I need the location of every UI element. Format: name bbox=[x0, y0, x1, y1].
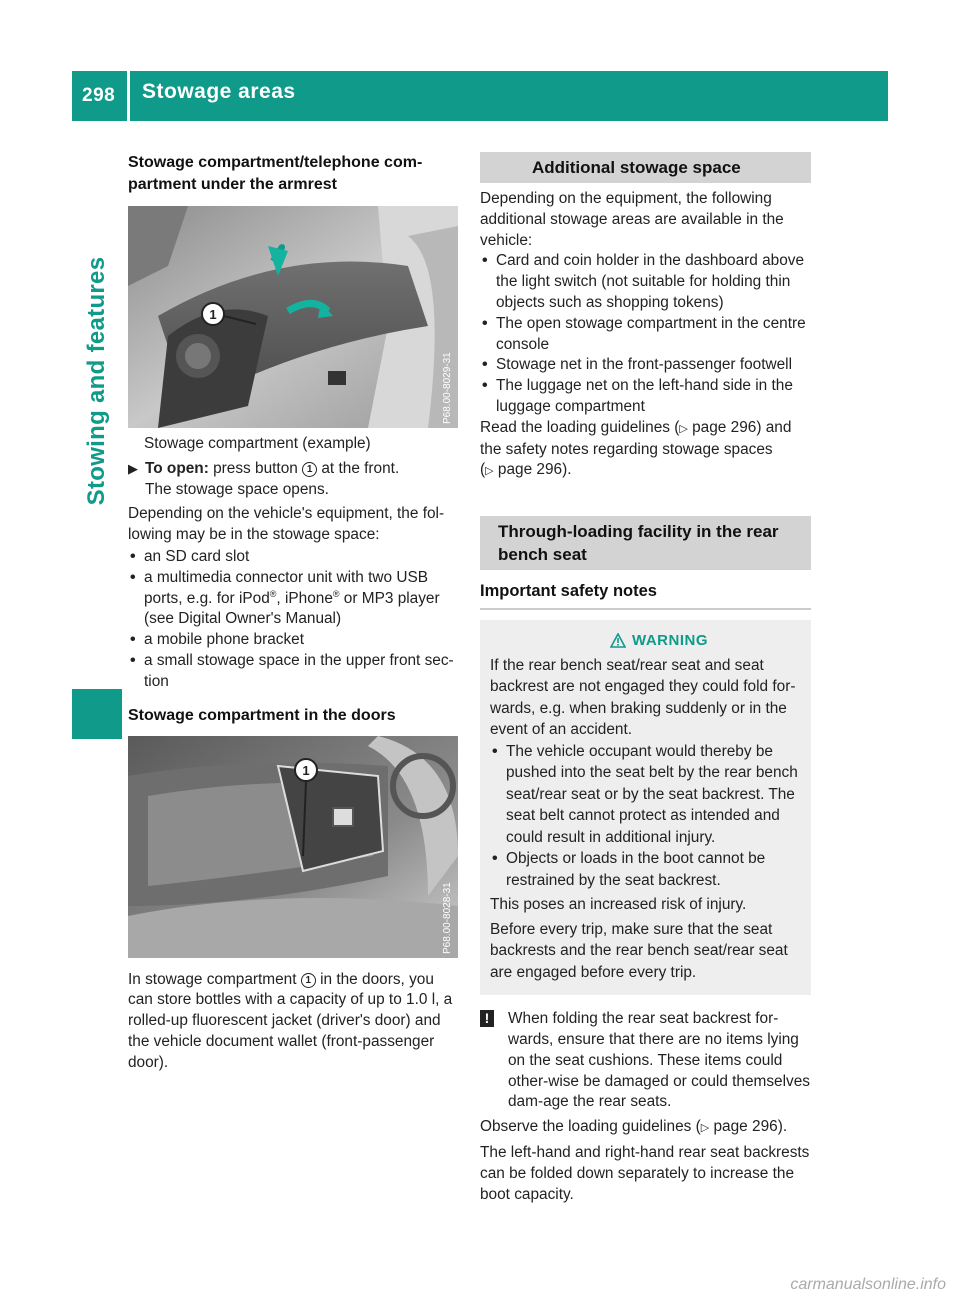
additional-stowage-heading: Additional stowage space bbox=[480, 152, 811, 183]
list-item-text: a mobile phone bracket bbox=[144, 631, 304, 649]
warning-before-trip: Before every trip, make sure that the seat backrests and the rear bench seat/rear seat are engaged before every trip. bbox=[490, 920, 788, 981]
list-item-text: Card and coin holder in the dashboard above the light switch (not suitable for holding thin objects such as shopping tokens) bbox=[496, 252, 805, 311]
list-item-text: Objects or loads in the boot cannot be restrained by the seat backrest. bbox=[506, 850, 766, 889]
bullet-icon: • bbox=[130, 547, 136, 565]
warning-triangle-icon bbox=[610, 633, 626, 648]
bullet-icon: • bbox=[130, 568, 136, 586]
heading-rule bbox=[480, 608, 811, 610]
list-item-text: The luggage net on the left-hand side in the luggage compartment bbox=[496, 377, 793, 415]
figure2-callout: 1 bbox=[302, 762, 310, 778]
section-title: Stowage areas bbox=[142, 80, 296, 103]
side-tab-marker bbox=[72, 689, 122, 739]
side-tab bbox=[72, 146, 122, 616]
note-text: When folding the rear seat backrest for-wards, ensure that there are no items lying on the seat cushions. These items could other-wise be damaged or could themselves dam-age the rear seats. bbox=[508, 1010, 810, 1111]
list-item bbox=[128, 568, 458, 630]
doors-text bbox=[128, 970, 458, 1074]
doors-figure bbox=[128, 736, 458, 958]
list-item bbox=[480, 376, 811, 418]
equipment-intro: Depending on the vehicle's equipment, the fol- lowing may be in the stowage space: bbox=[128, 505, 445, 544]
final-text: The left-hand and right-hand rear seat backrests can be folded down separately to increase the boot capacity. bbox=[480, 1143, 810, 1203]
note bbox=[480, 1009, 811, 1113]
page-ref-link[interactable]: page 296 bbox=[692, 418, 757, 436]
page-ref-arrow-icon: ▷ bbox=[679, 422, 688, 435]
bullet-icon: • bbox=[482, 314, 488, 332]
list-item bbox=[480, 251, 811, 313]
read-text-a: Read the loading guidelines ( bbox=[480, 418, 680, 436]
through-loading-heading: Through-loading facility in the rear bench seat bbox=[480, 516, 811, 570]
page-ref-arrow-icon: ▷ bbox=[700, 1122, 710, 1135]
side-tab-label: Stowing and features bbox=[83, 256, 110, 506]
warning-risk: This poses an increased risk of injury. bbox=[490, 896, 747, 914]
registered-mark: ® bbox=[332, 588, 340, 599]
additional-stowage-list bbox=[480, 251, 811, 417]
list-item-text: or MP3 player (see Digital Owner's Manual) bbox=[144, 589, 440, 628]
list-item-text: The vehicle occupant would thereby be pushed into the seat belt by the rear bench seat/rear seat or by the seat backrest. The seat belt cannot protect as intended and could result in additional injury. bbox=[506, 742, 798, 846]
list-item bbox=[128, 630, 458, 651]
list-item-text: a small stowage space in the upper front sec- tion bbox=[144, 651, 454, 690]
bullet-icon: • bbox=[482, 356, 488, 374]
figure1-callout: 1 bbox=[209, 307, 217, 322]
figure1-code: P68.00-8029-31 bbox=[442, 352, 453, 424]
page-number: 298 bbox=[82, 85, 116, 106]
left-column bbox=[128, 152, 458, 1074]
list-item bbox=[128, 651, 458, 693]
bullet-icon: • bbox=[482, 252, 488, 270]
armrest-illustration bbox=[128, 206, 458, 428]
bullet-icon: • bbox=[482, 377, 488, 395]
read-text-b: ) and the safety notes regarding stowage spaces ( bbox=[480, 418, 792, 479]
open-text-a: press button bbox=[213, 459, 298, 477]
list-item-text: The open stowage compartment in the centre console bbox=[496, 314, 806, 353]
warning-label: WARNING bbox=[632, 632, 708, 650]
instruction-arrow-icon: ▶ bbox=[128, 460, 138, 476]
warning-text: If the rear bench seat/rear seat and seat backrest are not engaged they could fold for-wards, e.g. when braking suddenly or in the event of an accident. bbox=[490, 656, 796, 739]
warning-box bbox=[480, 620, 811, 995]
bullet-icon: • bbox=[492, 850, 498, 868]
list-item bbox=[480, 314, 811, 356]
armrest-caption: Stowage compartment (example) bbox=[144, 435, 371, 452]
page-ref-arrow-icon: ▷ bbox=[485, 465, 494, 478]
list-item bbox=[490, 848, 801, 891]
observe-text-b: ). bbox=[777, 1118, 788, 1136]
list-item-text: an SD card slot bbox=[144, 547, 250, 565]
list-item bbox=[490, 741, 801, 849]
header-divider bbox=[127, 71, 130, 121]
list-item-text: , iPhone bbox=[276, 589, 333, 607]
exclamation-icon: ! bbox=[480, 1010, 494, 1027]
open-label: To open: bbox=[145, 459, 209, 477]
figure2-code: P68.00-8028-31 bbox=[442, 881, 453, 954]
registered-mark: ® bbox=[269, 588, 277, 599]
loading-guidelines-text bbox=[480, 418, 811, 482]
armrest-heading: Stowage compartment/telephone com- partment under the armrest bbox=[128, 154, 423, 193]
armrest-figure bbox=[128, 206, 458, 428]
observe-guidelines-text bbox=[480, 1117, 811, 1139]
list-item bbox=[128, 547, 458, 568]
bullet-icon: • bbox=[130, 631, 136, 649]
additional-intro: Depending on the equipment, the following additional stowage areas are available in the vehicle: bbox=[480, 190, 784, 249]
doors-heading: Stowage compartment in the doors bbox=[128, 706, 396, 724]
doors-illustration bbox=[128, 736, 458, 958]
page-ref-link[interactable]: page 296 bbox=[497, 461, 563, 479]
doors-text-a: In stowage compartment bbox=[128, 970, 297, 988]
list-item-text: a multimedia connector unit with two USB ports, e.g. for iPod bbox=[144, 568, 428, 607]
list-item bbox=[480, 355, 811, 376]
open-instruction bbox=[128, 459, 458, 501]
warning-title bbox=[490, 630, 801, 652]
callout-1-icon: 1 bbox=[302, 462, 317, 477]
bullet-icon: • bbox=[130, 651, 136, 669]
read-text-c: ). bbox=[562, 461, 572, 479]
open-text-b: at the front. bbox=[321, 459, 400, 477]
warning-list bbox=[490, 741, 801, 892]
page-ref-link[interactable]: page 296 bbox=[713, 1118, 778, 1136]
safety-notes-heading: Important safety notes bbox=[480, 582, 657, 601]
right-column bbox=[480, 152, 811, 1205]
bullet-icon: • bbox=[492, 742, 498, 760]
armrest-feature-list bbox=[128, 547, 458, 693]
observe-text-a: Observe the loading guidelines ( bbox=[480, 1118, 701, 1136]
open-result: The stowage space opens. bbox=[145, 480, 329, 498]
watermark: carmanualsonline.info bbox=[790, 1276, 946, 1293]
list-item-text: Stowage net in the front-passenger footwell bbox=[496, 356, 793, 374]
header-bar bbox=[72, 71, 888, 121]
doors-text-b: in the doors, you can store bottles with a capacity of up to 1.0 l, a rolled-up fluorescent jacket (driver's door) and the vehicle document wallet (front-passenger door). bbox=[128, 970, 453, 1071]
callout-1-icon: 1 bbox=[301, 973, 316, 988]
